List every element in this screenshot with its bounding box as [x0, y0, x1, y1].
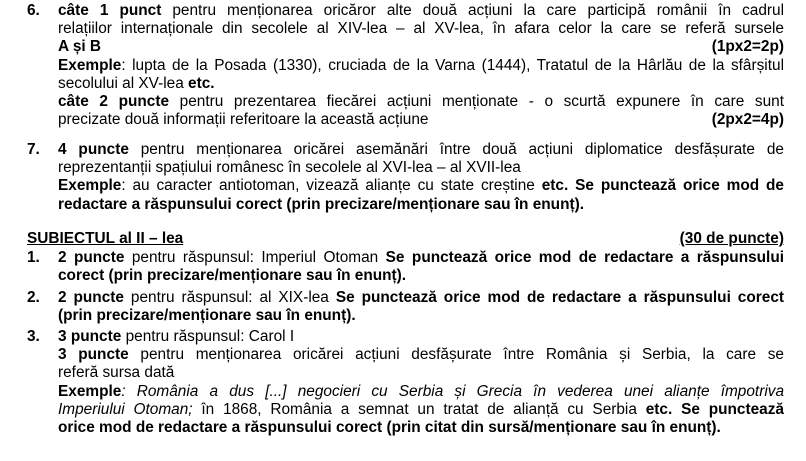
- question-number: 1.: [27, 249, 40, 266]
- question-2-line-1: [58, 289, 784, 307]
- examples-quote: : România a dus [...] negocieri cu Serbia și Grecia în vederea unei alianțe împotriva: [121, 382, 784, 400]
- points-label: câte 1 punct: [58, 2, 162, 19]
- item-6-line-2: relațiilor internaționale din secolele al XIV-lea – al XV-lea, în afara celor la care se referă sursele: [58, 20, 784, 38]
- scoring-note-2: orice mod de redactare a răspunsului corect (prin citat din sursă/menționare sau în enunț).: [58, 419, 721, 437]
- item-6-line-1: [58, 2, 784, 20]
- item-6: [27, 2, 784, 129]
- item-6-text-1: pentru menționarea oricăror alte două acțiuni la care participă românii în cadrul: [161, 2, 784, 19]
- etc-label: etc.: [188, 74, 215, 92]
- points-label-2: câte 2 puncte: [58, 93, 170, 111]
- scoring-note: etc. Se punctează orice mod de: [541, 177, 784, 195]
- item-6-part-2: [58, 93, 784, 111]
- question-1-line-1: [58, 249, 784, 267]
- question-3-line-1: [58, 328, 784, 346]
- points-label-2: 3 puncte: [58, 346, 129, 364]
- question-number: 3.: [27, 328, 40, 345]
- points-label: 3 puncte: [58, 328, 122, 345]
- item-6-line-3: [58, 38, 784, 56]
- item-7-line-1: [58, 141, 784, 159]
- scoring-note: etc. Se punctează: [645, 400, 784, 418]
- points-label: 2 puncte: [58, 289, 124, 306]
- answer-text: pentru răspunsul: Carol I: [121, 328, 295, 345]
- item-number: 7.: [27, 141, 40, 158]
- scoring-note-2: (prin precizare/menționare sau în enunț).: [58, 307, 356, 325]
- examples-label: Exemple: [58, 382, 122, 400]
- item-6-part-2-text: pentru prezentarea fiecărei acțiuni menționate - o scurtă expunere în care sunt: [169, 93, 784, 111]
- examples-text: : au caracter antiotoman, vizează alianțe cu state creștine: [121, 177, 542, 195]
- question-3-part-2-line-2: referă sursa dată: [58, 364, 175, 382]
- sources-label: A și B: [58, 38, 102, 56]
- item-7: [27, 141, 784, 214]
- scoring-note: Se punctează orice mod de redactare a răspunsului corect: [335, 289, 784, 306]
- examples-text-2: în 1868, România a semnat un tratat de alianță cu Serbia: [192, 400, 646, 418]
- item-6-examples: [58, 57, 784, 75]
- item-7-text-1: pentru menționarea oricărei asemănări între două acțiuni diplomatice desfășurate de: [128, 141, 784, 158]
- points-label: 2 puncte: [58, 249, 125, 266]
- section-title: SUBIECTUL al II – lea: [27, 230, 184, 247]
- examples-text-2: secolului al XV-lea: [58, 74, 189, 92]
- item-7-line-2: reprezentanții spațiului românesc în secolele al XVI-lea – al XVII-lea: [58, 159, 521, 177]
- question-3-examples: [58, 383, 784, 401]
- item-7-examples: [58, 177, 784, 195]
- part-2-text: pentru menționarea oricărei acțiuni desfășurate între România și Serbia, la care se: [128, 346, 784, 364]
- item-7-scoring-note-2: redactare a răspunsului corect (prin precizare/menționare sau în enunț).: [58, 195, 584, 213]
- item-6-part-2-text-2: precizate două informații referitoare la această acțiune: [58, 111, 429, 129]
- question-3: [27, 328, 784, 437]
- scoring-note: Se punctează orice mod de redactare a răspunsului: [385, 249, 785, 266]
- item-6-part-2-line-2: [58, 111, 784, 129]
- item-number: 6.: [27, 2, 40, 19]
- examples-quote-2: Imperiului Otoman;: [58, 400, 193, 418]
- section-heading: [27, 230, 784, 248]
- question-2: [27, 289, 784, 325]
- examples-label: Exemple: [58, 56, 122, 74]
- scoring-note-2: corect (prin precizare/menționare sau în enunț).: [58, 267, 407, 285]
- score-formula: (1px2=2p): [711, 38, 784, 56]
- examples-label: Exemple: [58, 177, 122, 195]
- item-6-examples-2: [58, 75, 784, 93]
- answer-text: pentru răspunsul: Imperiul Otoman: [124, 249, 386, 266]
- question-1: [27, 249, 785, 285]
- answer-text: pentru răspunsul: al XIX-lea: [123, 289, 336, 306]
- question-number: 2.: [27, 289, 40, 306]
- examples-text: : lupta de la Posada (1330), cruciada de la Varna (1444), Tratatul de la Hârlău de la sfârșitul: [121, 56, 784, 74]
- points-label: 4 puncte: [58, 141, 129, 158]
- score-formula-2: (2px2=4p): [711, 111, 784, 129]
- question-3-examples-2: [58, 401, 784, 419]
- question-3-part-2: [58, 346, 784, 364]
- section-points: (30 de puncte): [679, 230, 784, 247]
